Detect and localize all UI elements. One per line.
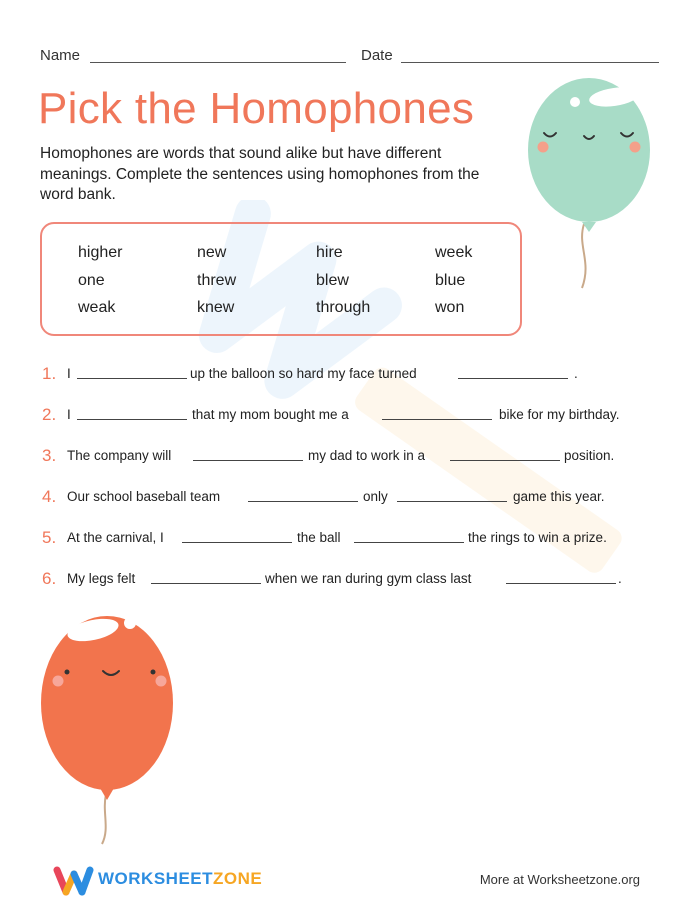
answer-blank[interactable] <box>77 378 187 379</box>
more-at-link[interactable]: More at Worksheetzone.org <box>479 872 640 887</box>
question-text: only <box>363 489 388 504</box>
question-text: . <box>618 571 622 586</box>
date-line[interactable] <box>401 62 659 63</box>
answer-blank[interactable] <box>382 419 492 420</box>
page-title: Pick the Homophones <box>38 84 475 133</box>
answer-blank[interactable] <box>193 460 303 461</box>
question-text: Our school baseball team <box>67 489 221 504</box>
brand-name <box>98 869 262 889</box>
w-logo-icon <box>52 866 94 896</box>
question-text: I <box>67 407 71 422</box>
date-label: Date <box>361 47 393 64</box>
word-bank-word: knew <box>197 299 235 316</box>
word-bank-word: threw <box>197 272 237 289</box>
orange-balloon-illustration <box>36 608 186 848</box>
name-line[interactable] <box>90 62 346 63</box>
question-text: game this year. <box>513 489 605 504</box>
question-number: 4. <box>42 487 57 506</box>
word-bank-word: new <box>197 244 227 261</box>
word-bank-word: one <box>78 272 105 289</box>
question-text: The company will <box>67 448 172 463</box>
word-bank-word: through <box>316 299 371 316</box>
question-number: 3. <box>42 446 57 465</box>
answer-blank[interactable] <box>450 460 560 461</box>
answer-blank[interactable] <box>354 542 464 543</box>
answer-blank[interactable] <box>506 583 616 584</box>
word-bank-word: week <box>435 244 473 261</box>
question-text: . <box>574 366 578 381</box>
word-bank-word: blew <box>316 272 349 289</box>
question-text: up the balloon so hard my face turned <box>190 366 417 381</box>
question-text: the ball <box>297 530 341 545</box>
question-text: position. <box>564 448 615 463</box>
word-bank-word: weak <box>78 299 116 316</box>
name-label: Name <box>40 47 81 64</box>
question-text: my dad to work in a <box>308 448 426 463</box>
question-text: bike for my birthday. <box>499 407 620 422</box>
answer-blank[interactable] <box>397 501 507 502</box>
answer-blank[interactable] <box>77 419 187 420</box>
question-text: My legs felt <box>67 571 136 586</box>
word-bank-word: hire <box>316 244 343 261</box>
question-text: that my mom bought me a <box>192 407 349 422</box>
question-text: I <box>67 366 71 381</box>
word-bank-word: blue <box>435 272 466 289</box>
brand-part-zone: ZONE <box>213 869 263 888</box>
answer-blank[interactable] <box>458 378 568 379</box>
intro-text: Homophones are words that sound alike but have different meanings. Complete the sentences using homophones from the word bank. <box>40 145 480 203</box>
answer-blank[interactable] <box>248 501 358 502</box>
question-number: 1. <box>42 364 57 383</box>
word-bank-box <box>40 222 522 336</box>
word-bank-word: won <box>435 299 465 316</box>
brand-part-worksheet: WORKSHEET <box>98 869 213 888</box>
green-balloon-illustration <box>522 76 662 291</box>
answer-blank[interactable] <box>182 542 292 543</box>
answer-blank[interactable] <box>151 583 261 584</box>
question-text: when we ran during gym class last <box>265 571 472 586</box>
question-number: 2. <box>42 405 57 424</box>
question-number: 6. <box>42 569 57 588</box>
word-bank-word: higher <box>78 244 123 261</box>
question-text: At the carnival, I <box>67 530 164 545</box>
question-text: the rings to win a prize. <box>468 530 607 545</box>
question-number: 5. <box>42 528 57 547</box>
